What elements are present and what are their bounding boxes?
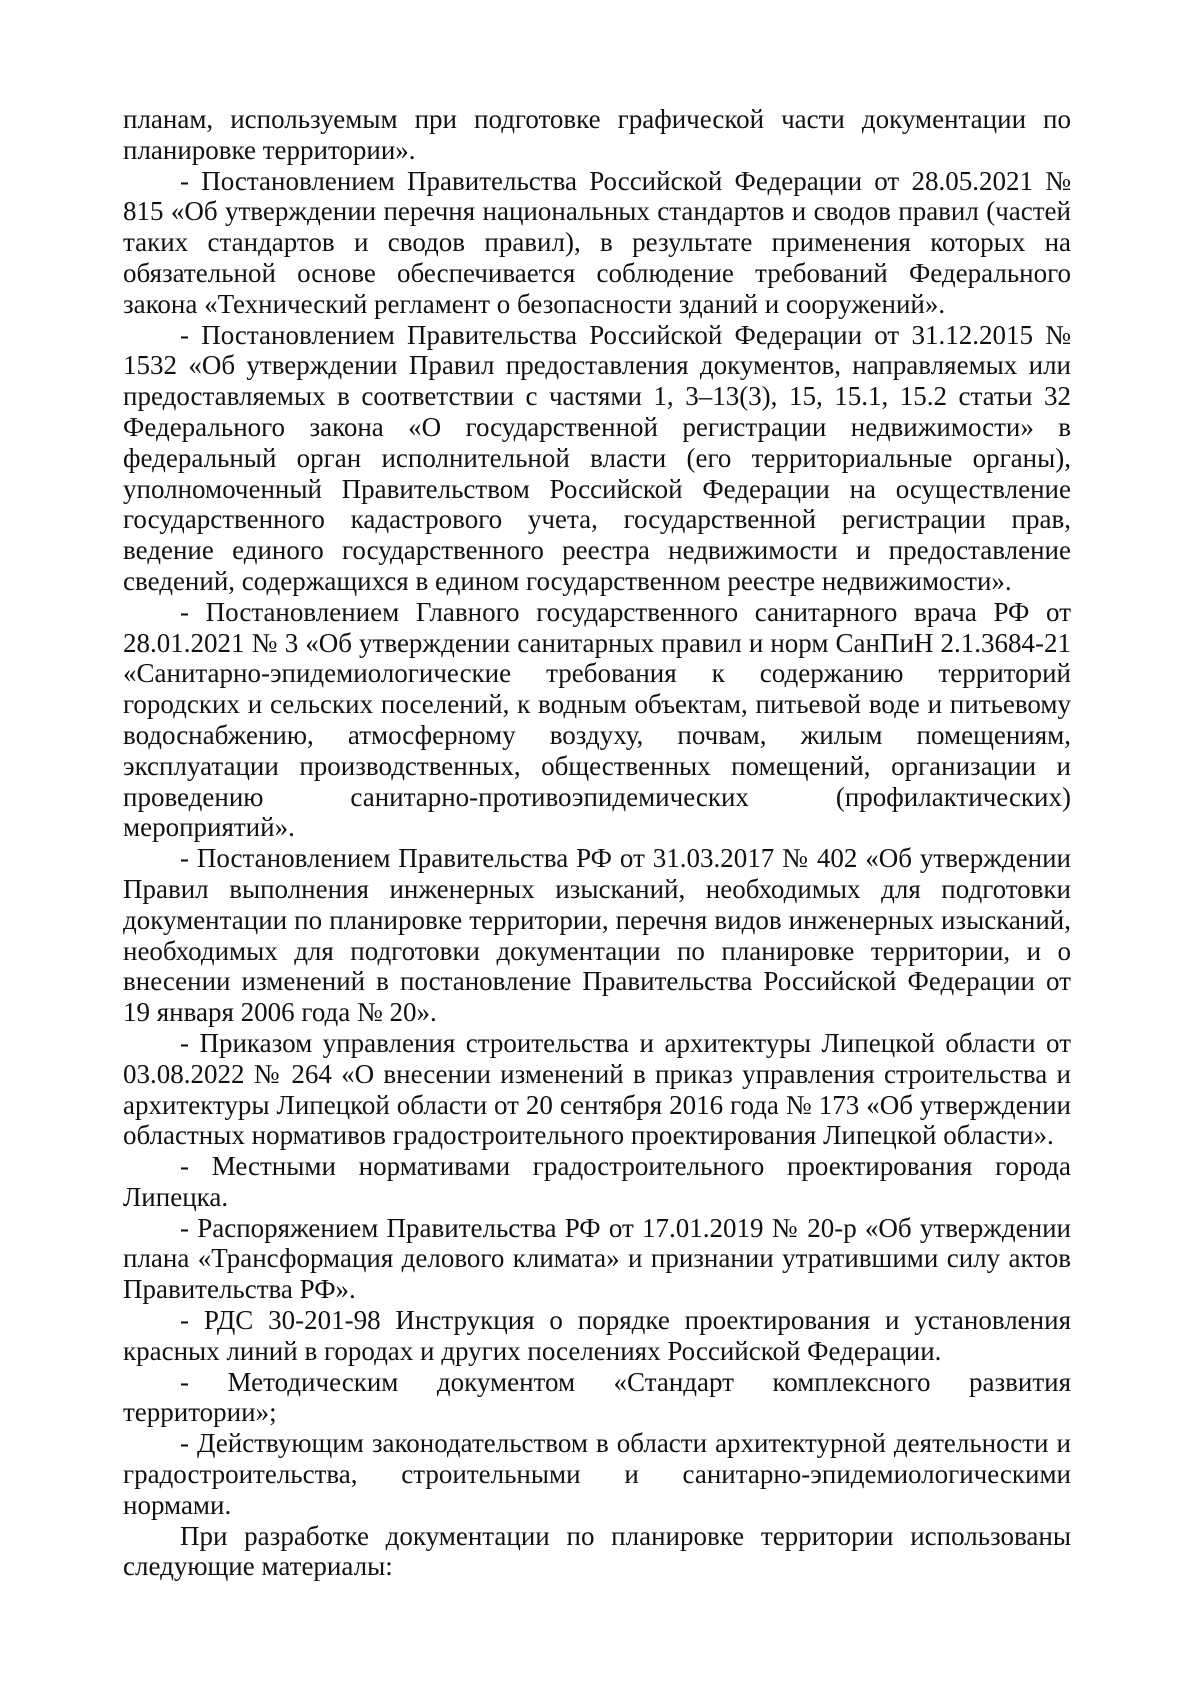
paragraph-local-standards: - Местными нормативами градостроительного проектирования города Липецка. — [123, 1151, 1071, 1212]
paragraph-legislation: - Действующим законодательством в области архитектурной деятельности и градостроительства, строительными и санитарно-эпидемиологическими нормами. — [123, 1428, 1071, 1520]
paragraph-methodical-document: - Методическим документом «Стандарт комплексного развития территории»; — [123, 1366, 1071, 1428]
document-page — [123, 104, 1071, 1582]
paragraph-decree-402: - Постановлением Правительства РФ от 31.03.2017 № 402 «Об утверждении Правил выполнения инженерных изысканий, необходимых для подготовки документации по планировке территории, перечня видов инженерных изысканий, необходимых для подготовки документации по планировке территории, и о внесении изменений в постановление Правительства Российской Федерации от 19 января 2006 года № 20». — [123, 843, 1071, 1028]
paragraph-continuation: планам, используемым при подготовке графической части документации по планировке территории». — [123, 104, 1071, 165]
paragraph-decree-815: - Постановлением Правительства Российской Федерации от 28.05.2021 № 815 «Об утверждении перечня национальных стандартов и сводов правил (частей таких стандартов и сводов правил), в результате применения которых на обязательной основе обеспечивается соблюдение требований Федерального закона «Технический регламент о безопасности зданий и сооружений». — [123, 165, 1071, 319]
paragraph-rds: - РДС 30-201-98 Инструкция о порядке проектирования и установления красных линий в городах и других поселениях Российской Федерации. — [123, 1305, 1071, 1366]
paragraph-decree-1532: - Постановлением Правительства Российской Федерации от 31.12.2015 № 1532 «Об утверждении Правил предоставления документов, направляемых или предоставляемых в соответствии с частями 1, 3–13(3), 15, 15.1, 15.2 статьи 32 Федерального закона «О государственной регистрации недвижимости» в федеральный орган исполнительной власти (его территориальные органы), уполномоченный Правительством Российской Федерации на осуществление государственного кадастрового учета, государственной регистрации прав, ведение единого государственного реестра недвижимости и предоставление сведений, содержащихся в едином государственном реестре недвижимости». — [123, 319, 1071, 596]
paragraph-sanpin-decree: - Постановлением Главного государственного санитарного врача РФ от 28.01.2021 № 3 «Об утверждении санитарных правил и норм СанПиН 2.1.3684-21 «Санитарно-эпидемиологические требования к содержанию территорий городских и сельских поселений, к водным объектам, питьевой воде и питьевому водоснабжению, атмосферному воздуху, почвам, жилым помещениям, эксплуатации производственных, общественных помещений, организации и проведению санитарно-противоэпидемических (профилактических) мероприятий». — [123, 596, 1071, 843]
paragraph-materials-intro: При разработке документации по планировке территории использованы следующие материалы: — [123, 1520, 1071, 1582]
paragraph-order-264: - Приказом управления строительства и архитектуры Липецкой области от 03.08.2022 № 264 «О внесении изменений в приказ управления строительства и архитектуры Липецкой области от 20 сентября 2016 года № 173 «Об утверждении областных нормативов градостроительного проектирования Липецкой области». — [123, 1027, 1071, 1151]
paragraph-order-20r: - Распоряжением Правительства РФ от 17.01.2019 № 20-р «Об утверждении плана «Трансформация делового климата» и признании утратившими силу актов Правительства РФ». — [123, 1212, 1071, 1305]
